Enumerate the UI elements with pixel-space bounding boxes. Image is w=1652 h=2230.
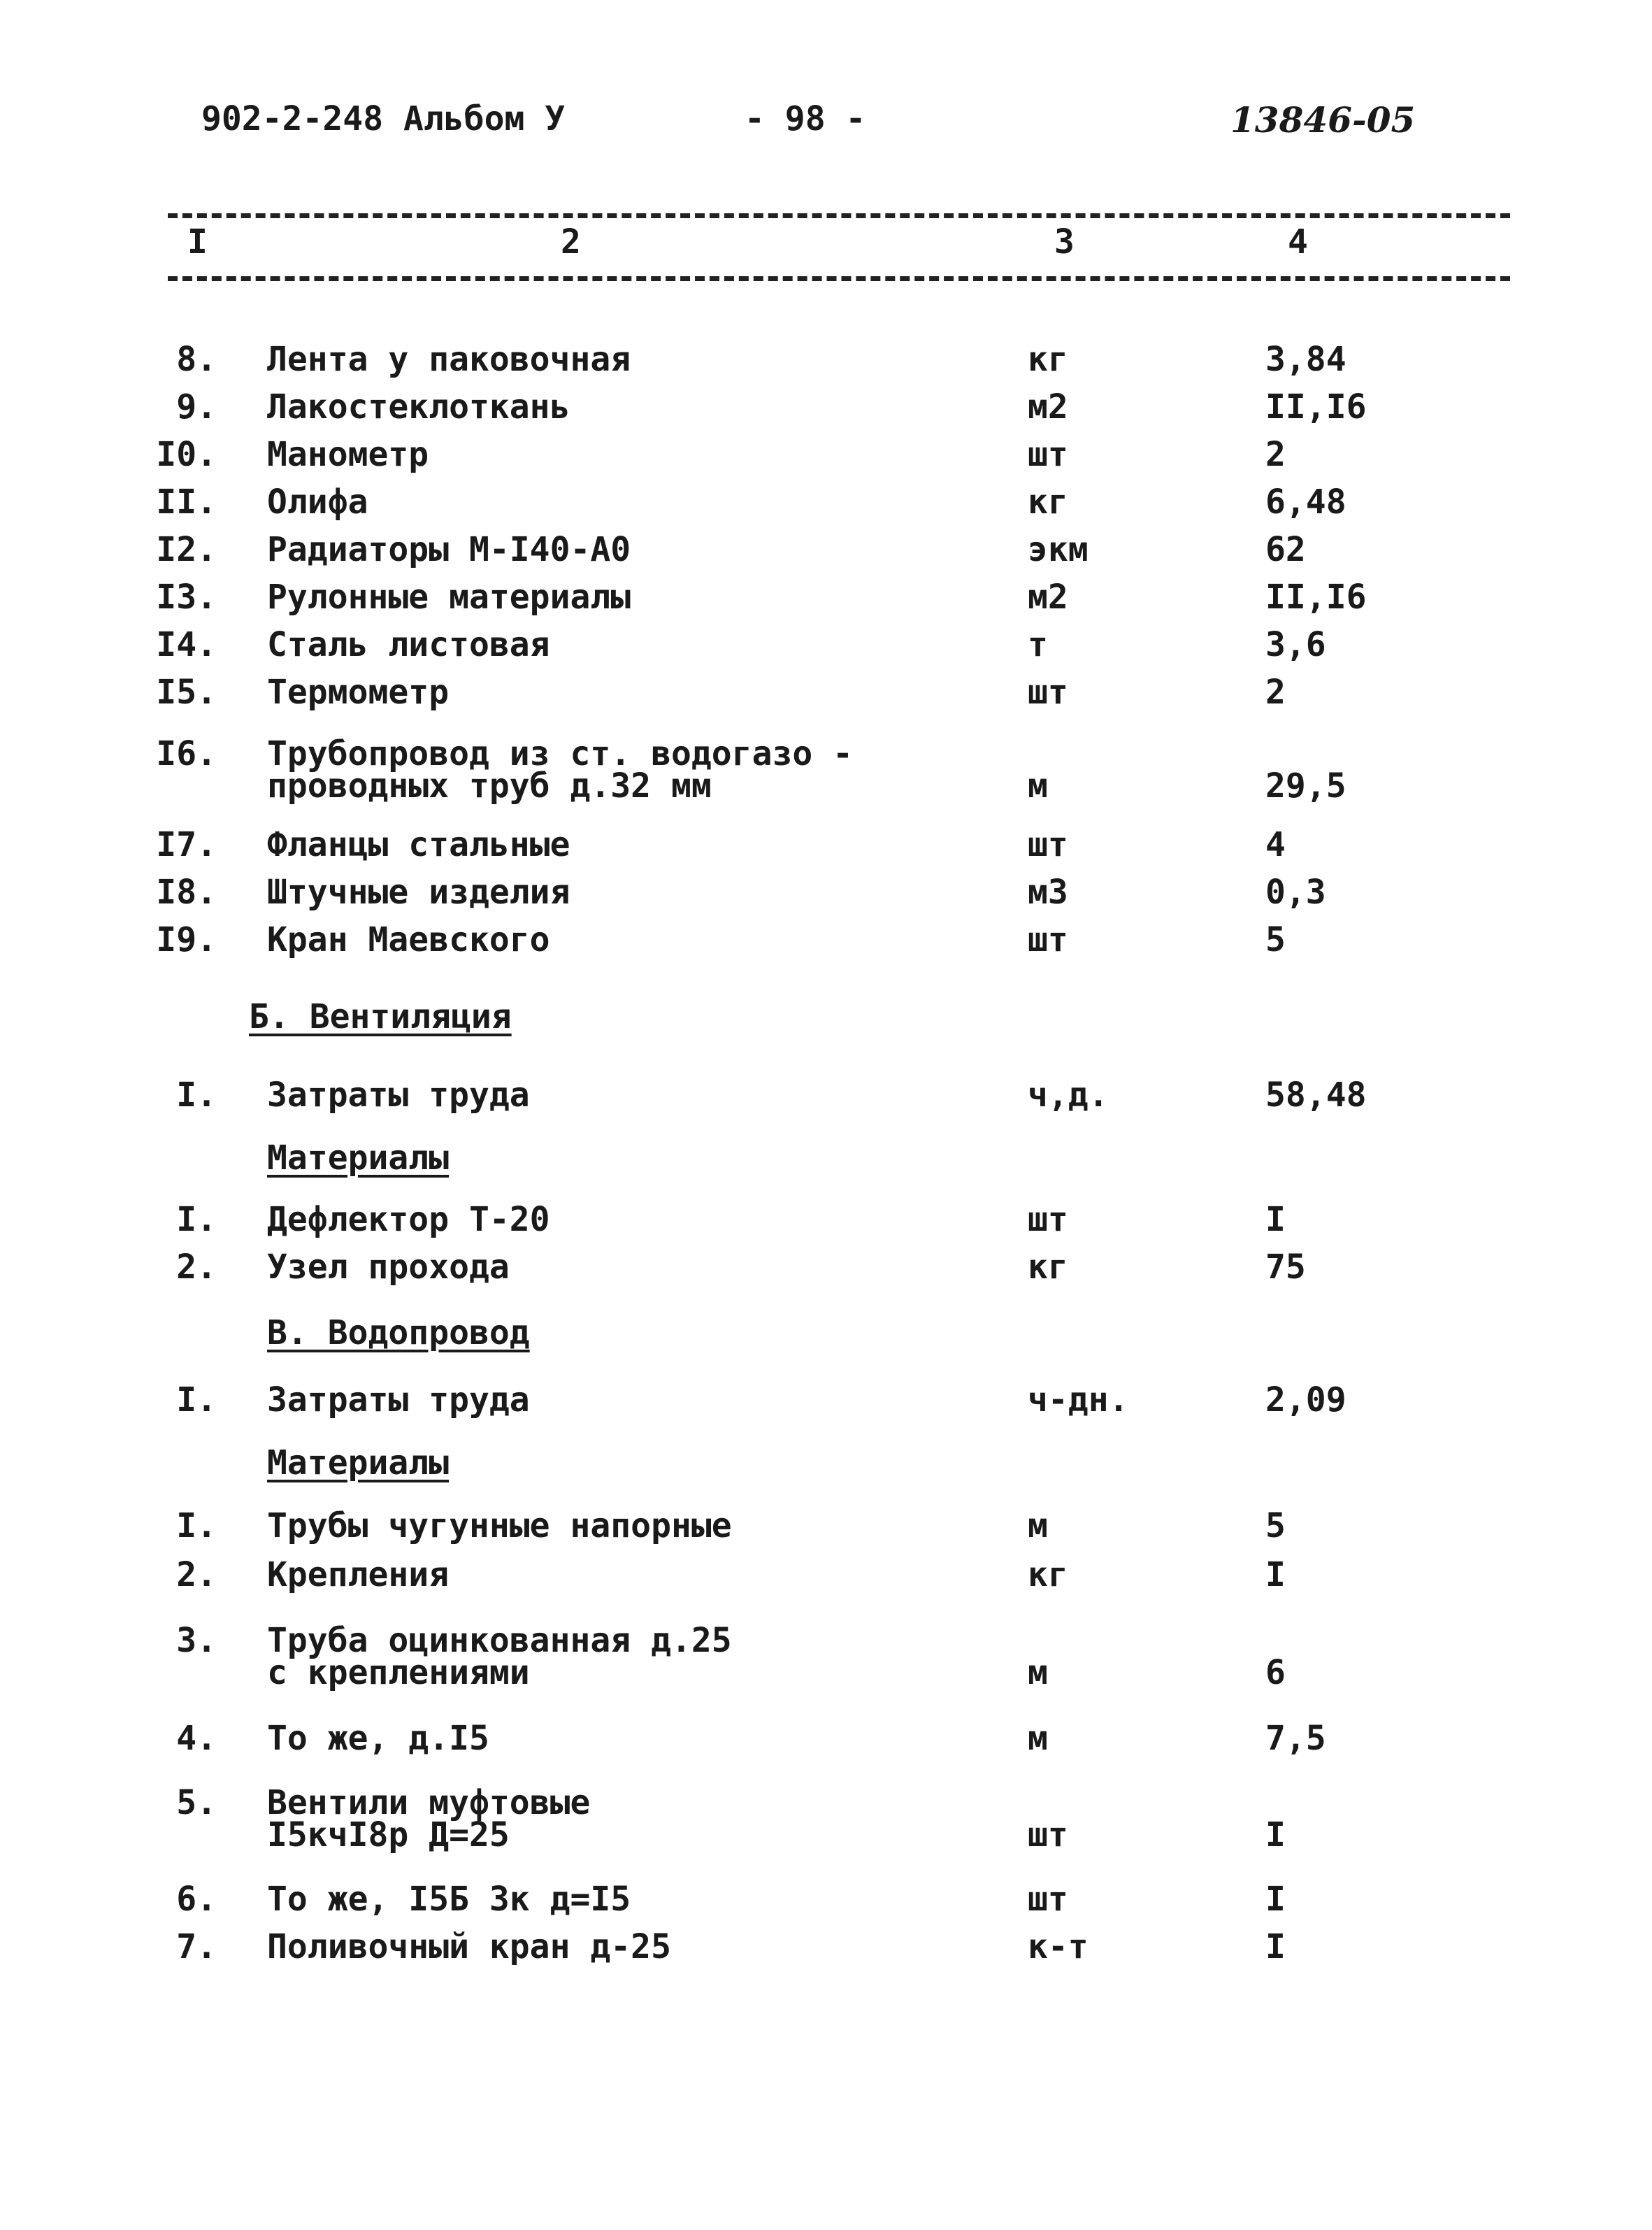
document-code: 13846-05 — [1230, 99, 1416, 141]
row-value: 6,48 — [1265, 483, 1346, 522]
row-number: I. — [176, 1380, 217, 1420]
row-unit: кг — [1028, 483, 1068, 522]
row-unit: кг — [1028, 1248, 1068, 1287]
row-name: Радиаторы М-I40-А0 — [267, 530, 631, 569]
row-name: Дефлектор Т-20 — [267, 1200, 550, 1239]
page-number: - 98 - — [745, 99, 866, 138]
row-number: I9. — [156, 920, 217, 959]
row-name: То же, I5Б 3к д=I5 — [267, 1880, 631, 1919]
row-number: 2. — [176, 1555, 217, 1594]
row-number: 9. — [176, 387, 217, 427]
row-name: Крепления — [267, 1555, 450, 1594]
row-value: 58,48 — [1265, 1075, 1367, 1115]
row-name: Трубы чугунные напорные — [267, 1506, 732, 1545]
row-number: I5. — [156, 673, 217, 712]
row-number: 2. — [176, 1248, 217, 1287]
row-unit: к-т — [1028, 1927, 1089, 1966]
row-number: 8. — [176, 340, 217, 379]
album-reference: 902-2-248 Альбом У — [201, 99, 566, 138]
row-name: Затраты труда — [267, 1075, 530, 1115]
row-unit: экм — [1028, 530, 1089, 569]
row-unit: шт — [1028, 920, 1068, 959]
row-number: I6. — [156, 734, 217, 773]
row-unit: м — [1028, 1506, 1048, 1545]
row-number: I7. — [156, 825, 217, 864]
row-value: 4 — [1265, 825, 1286, 864]
row-value: 75 — [1265, 1248, 1306, 1287]
row-value: 7,5 — [1265, 1719, 1326, 1758]
column-header-2: 2 — [561, 222, 581, 262]
row-value: I — [1265, 1555, 1286, 1594]
row-unit: шт — [1028, 1880, 1068, 1919]
row-name: Фланцы стальные — [267, 825, 570, 864]
section-title-water-supply: В. Водопровод — [267, 1313, 530, 1352]
row-name: Термометр — [267, 673, 450, 712]
row-unit: шт — [1028, 435, 1068, 474]
row-number: 4. — [176, 1719, 217, 1758]
row-unit: м — [1028, 1653, 1048, 1692]
row-value: I — [1265, 1880, 1286, 1919]
row-name: То же, д.I5 — [267, 1719, 489, 1758]
row-unit: шт — [1028, 1815, 1068, 1854]
row-name: Лакостеклоткань — [267, 387, 570, 427]
row-value: 5 — [1265, 1506, 1286, 1545]
materials-label: Материалы — [267, 1138, 450, 1178]
row-name: Лента у паковочная — [267, 340, 631, 379]
section-title-ventilation: Б. Вентиляция — [249, 997, 512, 1036]
row-number: I3. — [156, 578, 217, 617]
row-name: Поливочный кран д-25 — [267, 1927, 671, 1966]
row-name-line2: I5кчI8р Д=25 — [267, 1815, 510, 1854]
row-value: 2 — [1265, 673, 1286, 712]
row-name: Рулонные материалы — [267, 578, 631, 617]
row-unit: ч,д. — [1028, 1075, 1109, 1115]
column-header-4: 4 — [1288, 222, 1308, 262]
row-name: Олифа — [267, 483, 368, 522]
row-value: 6 — [1265, 1653, 1286, 1692]
row-name: Вентили муфтовые — [267, 1783, 591, 1822]
row-name: Сталь листовая — [267, 625, 550, 664]
row-value: II,I6 — [1265, 387, 1367, 427]
row-number: 3. — [176, 1621, 217, 1660]
column-header-3: 3 — [1054, 222, 1075, 262]
table-top-border — [168, 213, 1510, 218]
row-unit: кг — [1028, 1555, 1068, 1594]
row-name: Трубопровод из ст. водогазо - — [267, 734, 854, 773]
row-value: 2 — [1265, 435, 1286, 474]
table-header-border — [168, 276, 1510, 281]
row-number: I2. — [156, 530, 217, 569]
row-unit: м — [1028, 1719, 1048, 1758]
row-unit: м — [1028, 766, 1048, 806]
row-value: 62 — [1265, 530, 1306, 569]
row-number: 5. — [176, 1783, 217, 1822]
row-number: 6. — [176, 1880, 217, 1919]
row-unit: кг — [1028, 340, 1068, 379]
row-unit: шт — [1028, 1200, 1068, 1239]
row-number: I8. — [156, 873, 217, 912]
row-name-line2: проводных труб д.32 мм — [267, 766, 712, 806]
column-header-1: I — [187, 222, 208, 262]
row-value: I — [1265, 1815, 1286, 1854]
row-unit: м3 — [1028, 873, 1068, 912]
row-unit: м2 — [1028, 387, 1068, 427]
row-value: 29,5 — [1265, 766, 1346, 806]
row-unit: т — [1028, 625, 1048, 664]
row-name-line2: с креплениями — [267, 1653, 530, 1692]
row-name: Штучные изделия — [267, 873, 570, 912]
row-number: I. — [176, 1506, 217, 1545]
row-unit: шт — [1028, 825, 1068, 864]
row-value: 5 — [1265, 920, 1286, 959]
row-name: Труба оцинкованная д.25 — [267, 1621, 732, 1660]
row-name: Кран Маевского — [267, 920, 550, 959]
row-value: II,I6 — [1265, 578, 1367, 617]
row-number: 7. — [176, 1927, 217, 1966]
row-value: I — [1265, 1200, 1286, 1239]
row-number: I. — [176, 1200, 217, 1239]
row-value: 3,84 — [1265, 340, 1346, 379]
row-unit: шт — [1028, 673, 1068, 712]
row-value: 2,09 — [1265, 1380, 1346, 1420]
row-unit: ч-дн. — [1028, 1380, 1129, 1420]
row-number: I4. — [156, 625, 217, 664]
row-unit: м2 — [1028, 578, 1068, 617]
row-value: I — [1265, 1927, 1286, 1966]
row-value: 3,6 — [1265, 625, 1326, 664]
materials-label: Материалы — [267, 1443, 450, 1482]
row-name: Узел прохода — [267, 1248, 510, 1287]
row-name: Затраты труда — [267, 1380, 530, 1420]
row-value: 0,3 — [1265, 873, 1326, 912]
row-number: I0. — [156, 435, 217, 474]
row-name: Манометр — [267, 435, 429, 474]
row-number: I. — [176, 1075, 217, 1115]
row-number: II. — [156, 483, 217, 522]
